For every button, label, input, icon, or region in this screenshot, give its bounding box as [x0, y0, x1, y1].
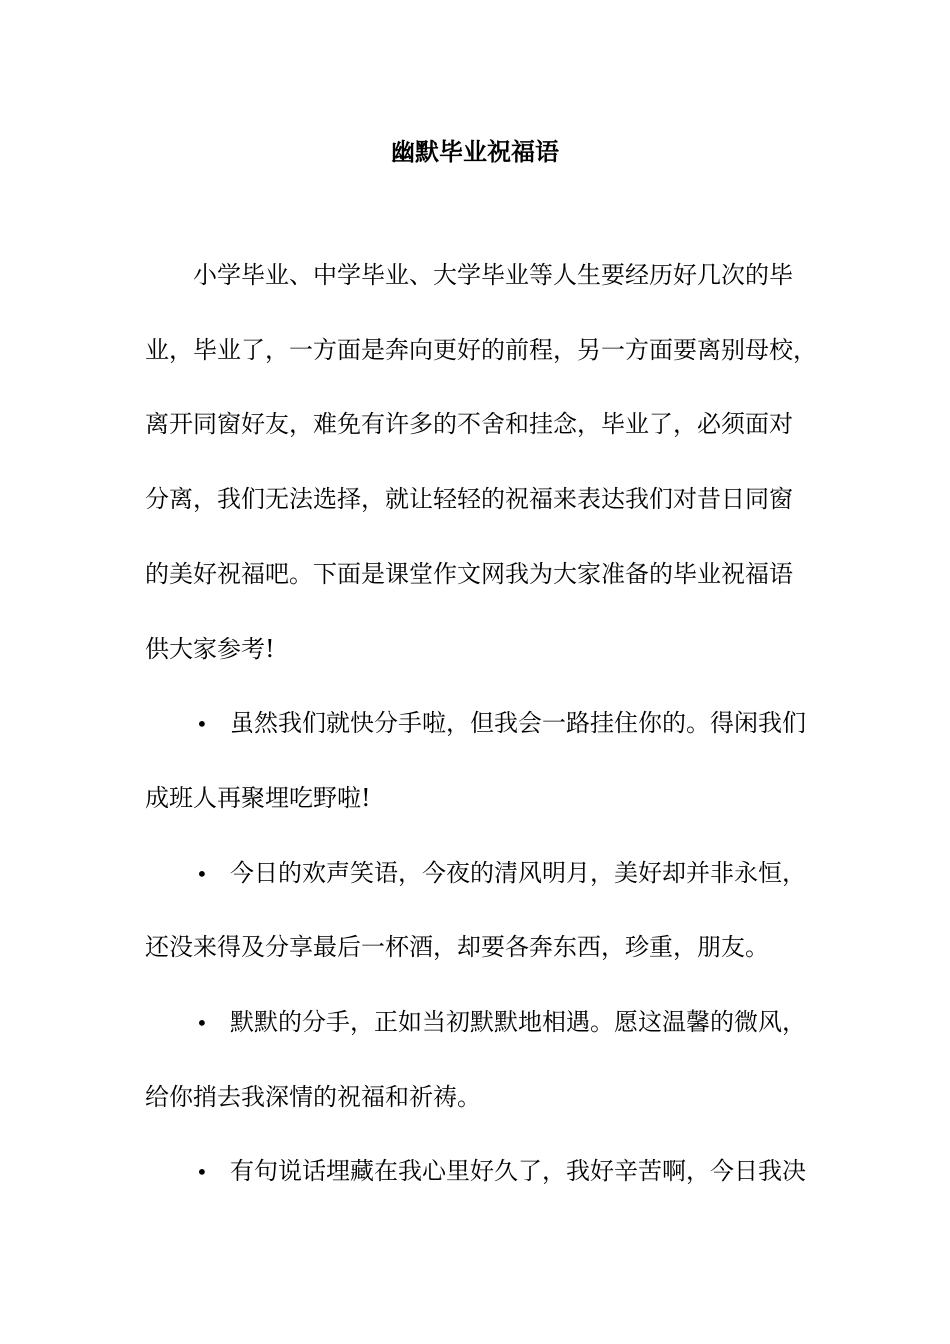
intro-line-5: 的美好祝福吧。下面是课堂作文网我为大家准备的毕业祝福语 [145, 560, 793, 588]
bullet-text: 默默的分手，正如当初默默地相遇。愿这温馨的微风， [230, 1008, 806, 1036]
bullet-item-2-continuation: 还没来得及分享最后一杯酒，却要各奔东西，珍重，朋友。 [145, 933, 769, 961]
bullet-dot-icon: • [196, 712, 208, 736]
intro-line-2: 业，毕业了，一方面是奔向更好的前程，另一方面要离别母校， [145, 336, 817, 364]
bullet-item-4 [196, 1155, 806, 1188]
bullet-item-1 [196, 707, 806, 740]
document-title: 幽默毕业祝福语 [391, 137, 559, 166]
intro-line-6: 供大家参考! [145, 635, 275, 663]
bullet-text: 有句说话埋藏在我心里好久了，我好辛苦啊，今日我决 [230, 1157, 806, 1185]
bullet-item-2 [196, 857, 806, 890]
bullet-text: 今日的欢声笑语，今夜的清风明月，美好却并非永恒， [230, 859, 806, 887]
intro-line-3: 离开同窗好友，难免有许多的不舍和挂念，毕业了，必须面对 [145, 410, 793, 438]
intro-line-1: 小学毕业、中学毕业、大学毕业等人生要经历好几次的毕 [193, 261, 793, 289]
bullet-dot-icon: • [196, 1011, 208, 1035]
bullet-dot-icon: • [196, 1160, 208, 1184]
bullet-item-1-continuation: 成班人再聚埋吃野啦! [145, 784, 371, 812]
bullet-text: 虽然我们就快分手啦，但我会一路挂住你的。得闲我们 [230, 709, 806, 737]
intro-line-4: 分离，我们无法选择，就让轻轻的祝福来表达我们对昔日同窗 [145, 485, 793, 513]
bullet-dot-icon: • [196, 862, 208, 886]
bullet-item-3 [196, 1006, 806, 1039]
bullet-item-3-continuation: 给你捎去我深情的祝福和祈祷。 [145, 1083, 481, 1111]
